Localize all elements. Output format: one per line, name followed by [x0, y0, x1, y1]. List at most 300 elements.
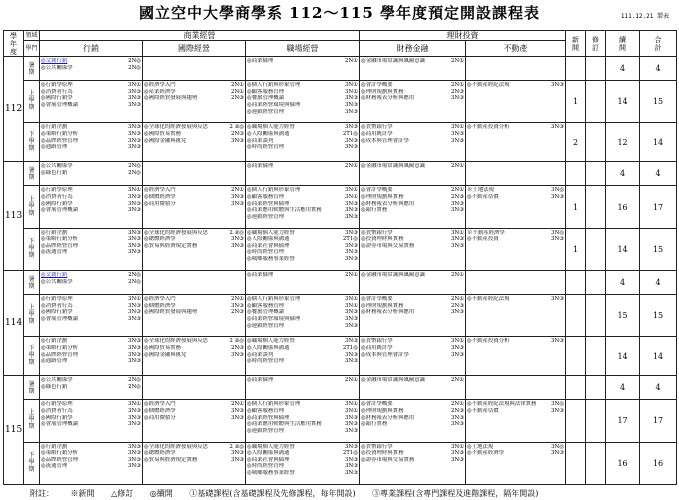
course-name: ◎貿易與經濟規定實務 [144, 242, 198, 249]
total-count: 15 [640, 81, 677, 123]
course-entry [144, 201, 244, 208]
course-credit: 2N◎ [128, 271, 141, 278]
course-entry [41, 358, 141, 365]
course-credit: 2N◎ [128, 377, 141, 384]
course-credit: 2N① [451, 271, 465, 278]
course-name: ◎職場個人能力經營 [247, 229, 295, 236]
course-credit: 3N① [128, 187, 141, 194]
revised-count [586, 81, 606, 123]
course-credit: 3N③ [128, 131, 141, 138]
new-count [566, 442, 586, 484]
term-label: 上學期 [28, 90, 35, 112]
course-entry [247, 109, 358, 116]
course-credit: 3N③ [128, 456, 141, 463]
course-entry [41, 401, 141, 408]
course-cell-realestate [466, 123, 566, 162]
table-row [4, 400, 677, 442]
course-name: ◎綠色行銷 [41, 383, 68, 390]
course-entry [467, 338, 564, 345]
course-entry [361, 338, 464, 345]
course-name: ◎商業倫理 [247, 58, 274, 64]
course-credit: 3N③ [451, 200, 465, 207]
course-cell-marketing [40, 376, 143, 400]
continued-count: 16 [606, 186, 640, 228]
course-entry [41, 303, 141, 310]
continued-count: 4 [606, 270, 640, 294]
course-entry [144, 457, 244, 464]
course-entry [361, 243, 464, 250]
course-cell-workplace [246, 337, 360, 376]
course-credit: 3N③ [451, 236, 465, 243]
course-credit: 3N③ [345, 207, 359, 214]
course-entry [247, 58, 358, 65]
course-name: ◎個人行銷與形象管理 [247, 187, 301, 194]
course-entry [144, 415, 244, 422]
course-entry [467, 124, 564, 131]
course-credit: 2T1◎ [342, 450, 359, 457]
course-cell-realestate [466, 186, 566, 228]
course-name: ◎連鎖經營管理 [247, 322, 285, 329]
course-credit: 3N③ [451, 421, 465, 428]
course-entry [144, 82, 244, 89]
course-credit: 3N③ [231, 242, 244, 249]
course-credit: 3N③ [451, 131, 465, 138]
course-entry [361, 421, 464, 428]
course-entry [361, 444, 464, 451]
course-name: ◎商業倫理 [247, 163, 274, 170]
header-total: 合計 [640, 31, 677, 57]
course-entry [467, 401, 564, 408]
term-cell [24, 123, 40, 162]
course-cell-finance [360, 186, 466, 228]
continued-count: 14 [606, 228, 640, 270]
course-entry [247, 470, 358, 477]
course-cell-workplace [246, 376, 360, 400]
course-name: ◎職場個人能力經營 [247, 443, 295, 450]
course-entry [41, 408, 141, 415]
course-credit: 3N③ [345, 108, 359, 115]
course-cell-finance [360, 376, 466, 400]
course-credit: 2N① [451, 82, 465, 89]
course-entry [247, 256, 358, 263]
term-label: 暑期 [28, 62, 35, 77]
course-entry [361, 230, 464, 237]
course-entry [361, 457, 464, 464]
new-count [566, 337, 586, 376]
course-entry [41, 272, 141, 279]
course-credit: 3N③ [231, 456, 244, 463]
course-credit: 3N③ [128, 443, 141, 450]
course-entry [247, 230, 358, 237]
course-name: ◎顧客服務管理 [247, 193, 285, 200]
course-credit: 2N① [231, 88, 244, 95]
course-credit: 2N◎ [128, 64, 141, 71]
course-entry [361, 408, 464, 415]
course-name: ◎商業社會與倫理 [247, 456, 290, 463]
course-credit: 3N① [451, 338, 465, 345]
course-name: ◎商業社會與倫理 [247, 242, 290, 249]
course-name: ◎職場個人能力經營 [247, 124, 295, 131]
course-credit: 3N③ [345, 463, 359, 470]
course-entry [467, 194, 564, 201]
course-name: ◎國際經貿發展與趨勢 [144, 95, 198, 102]
header-workplace: 職場經營 [246, 41, 360, 57]
term-label: 上學期 [28, 409, 35, 431]
course-name: ◎國際行銷學 [41, 309, 73, 316]
course-entry [247, 323, 358, 330]
course-name: ◎理財規劃與實務 [361, 302, 404, 309]
course-name: ◎財務報表分析與應用 [361, 309, 415, 316]
course-entry [144, 450, 244, 457]
course-credit: 2 ②◎ [229, 229, 244, 236]
course-entry [41, 89, 141, 96]
continued-count: 14 [606, 81, 640, 123]
course-credit: 3N③ [345, 200, 359, 207]
course-entry [144, 401, 244, 408]
course-entry [41, 384, 141, 391]
course-credit: 3N③ [128, 236, 141, 243]
course-credit: 2N① [345, 163, 359, 170]
course-credit: 3N③ [345, 414, 359, 421]
term-cell [24, 400, 40, 442]
course-name: ◎公共關係學 [41, 163, 73, 170]
course-entry [144, 187, 244, 194]
course-name: ◎公共關係學 [41, 377, 73, 384]
course-entry [144, 230, 244, 237]
course-cell-intl [143, 81, 246, 123]
course-entry [361, 95, 464, 102]
course-name: ◎不動產投資分析 [467, 338, 510, 345]
course-credit: 3N③ [551, 338, 565, 345]
course-name: ◎顧客服務管理 [247, 88, 285, 95]
footer-note: ③專業課程(含專門課程及進階課程，隔年開設) [372, 489, 539, 498]
total-count: 14 [640, 337, 677, 376]
course-entry [41, 457, 141, 464]
new-count [566, 376, 586, 400]
course-cell-realestate [466, 400, 566, 442]
course-cell-finance [360, 442, 466, 484]
course-cell-workplace [246, 81, 360, 123]
course-name: ◎商用統計學 [361, 345, 393, 352]
course-entry [247, 415, 358, 422]
course-credit: 2N① [451, 401, 465, 408]
table-row [4, 123, 677, 162]
course-name: ◎餐旅管理概論 [247, 309, 285, 316]
course-credit: 2N◎ [128, 169, 141, 176]
course-cell-realestate [466, 81, 566, 123]
course-entry [467, 408, 564, 415]
course-credit: 2T1◎ [342, 236, 359, 243]
revised-count [586, 376, 606, 400]
continued-count: 12 [606, 123, 640, 162]
course-name: ◎理財規劃與實務 [361, 193, 404, 200]
course-name: ◎顧客服務管理 [247, 302, 285, 309]
course-credit: 2N③ [451, 88, 465, 95]
course-entry [41, 82, 141, 89]
course-name: ◎城鄉服務事業經營 [247, 470, 295, 477]
course-credit: 3N③ [231, 200, 244, 207]
course-credit: 3N① [451, 443, 465, 450]
course-entry [247, 207, 358, 214]
course-entry [247, 421, 358, 428]
course-credit: 3N③ [128, 200, 141, 207]
course-name: ◎時尚經營管理 [247, 358, 285, 365]
course-credit: 2N③ [231, 309, 244, 316]
course-cell-intl [143, 295, 246, 337]
course-name: ◎連鎖經營管理 [247, 108, 285, 115]
term-label: 下學期 [28, 344, 35, 366]
course-credit: 3N① [451, 229, 465, 236]
course-cell-workplace [246, 400, 360, 442]
course-entry [361, 138, 464, 145]
course-name: ◎商用統計學 [361, 131, 393, 138]
course-entry [144, 131, 244, 138]
course-entry [144, 138, 244, 145]
course-name: ◎成本與管理會計學 [361, 137, 409, 144]
course-name: ◎策略行銷分析 [41, 131, 79, 138]
course-entry [361, 377, 464, 384]
course-name: ◎經濟學入門 [144, 401, 176, 408]
footer-note: ①基礎課程(含基礎課程及先修課程，每年開設) [189, 489, 356, 498]
course-credit: 2 ②◎ [229, 124, 244, 131]
course-entry [467, 450, 564, 457]
course-entry [144, 338, 244, 345]
new-count [566, 57, 586, 81]
course-credit: 3N③ [128, 207, 141, 214]
course-cell-finance [360, 57, 466, 81]
course-name: ◎策略行銷分析 [41, 450, 79, 457]
course-entry [467, 187, 564, 194]
course-entry [41, 444, 141, 451]
course-entry [41, 316, 141, 323]
term-cell [24, 81, 40, 123]
course-credit: 2N◎ [128, 383, 141, 390]
course-name: ◎商業談判 [247, 351, 274, 358]
course-credit: 2N◎ [128, 163, 141, 170]
course-credit: 3N③ [128, 309, 141, 316]
revised-count [586, 337, 606, 376]
course-name: ◎個體經濟學 [144, 302, 176, 309]
course-cell-marketing [40, 162, 143, 186]
course-name: ◎金融市場常識與風險意識 [361, 58, 426, 64]
course-entry [41, 279, 141, 286]
course-entry [247, 102, 358, 109]
course-entry [361, 303, 464, 310]
course-name: ◎商業應用軟體與生活應用實務 [247, 207, 322, 214]
course-credit: 2N① [231, 187, 244, 194]
course-credit: 3N③ [231, 351, 244, 358]
course-credit: 3N◎ [551, 401, 565, 408]
course-entry [144, 236, 244, 243]
year-cell: 113 [4, 162, 24, 271]
course-credit: 2N① [345, 271, 359, 278]
course-entry [467, 444, 564, 451]
course-credit: 3N③ [551, 124, 565, 131]
header-finance: 財務金融 [360, 41, 466, 57]
course-name: ◎貿易與經濟規定實務 [144, 456, 198, 463]
course-name: ◎不動產估價 [467, 193, 499, 200]
course-entry [361, 201, 464, 208]
course-name: ◎綠色行銷 [41, 169, 68, 176]
course-entry [41, 230, 141, 237]
course-cell-finance [360, 400, 466, 442]
course-entry [247, 144, 358, 151]
total-count: 17 [640, 186, 677, 228]
course-credit: 3N③ [231, 450, 244, 457]
course-name: ◎經濟學入門 [144, 296, 176, 303]
course-credit: 3N① [345, 88, 359, 95]
course-entry [41, 201, 141, 208]
course-name: ◎人際關係與溝通 [247, 450, 290, 457]
course-entry [144, 352, 244, 359]
course-credit: 3N③ [551, 82, 565, 89]
course-credit: 2N③ [451, 302, 465, 309]
course-name: ◎財務報表分析與應用 [361, 200, 415, 207]
course-cell-workplace [246, 186, 360, 228]
course-name: ◎消費者行為 [41, 407, 73, 414]
course-credit: 3N③ [231, 414, 244, 421]
course-credit: 3N◎ [551, 187, 565, 194]
course-credit: 3N③ [231, 193, 244, 200]
course-entry [247, 345, 358, 352]
course-credit: 3N③ [451, 309, 465, 316]
course-name: ◎全球化的經濟發展與反思 [144, 229, 209, 236]
course-entry [144, 89, 244, 96]
table-row [4, 376, 677, 400]
course-cell-workplace [246, 123, 360, 162]
course-entry [361, 82, 464, 89]
course-entry [247, 131, 358, 138]
course-entry [247, 138, 358, 145]
course-entry [247, 163, 358, 170]
course-cell-intl [143, 442, 246, 484]
course-entry [41, 463, 141, 470]
term-cell [24, 186, 40, 228]
total-count: 4 [640, 162, 677, 186]
course-credit: 3N① [345, 82, 359, 89]
course-credit: 3N③ [451, 351, 465, 358]
course-credit: 3N③ [551, 407, 565, 414]
course-cell-marketing [40, 81, 143, 123]
course-name: ◎職場個人能力經營 [247, 338, 295, 345]
course-name: ◎行銷企劃 [41, 443, 68, 450]
course-entry [247, 450, 358, 457]
table-row [4, 81, 677, 123]
course-cell-realestate [466, 295, 566, 337]
footer-note: ◎續開 [149, 489, 173, 498]
course-entry [41, 170, 141, 177]
course-name: ◎通路管理 [41, 358, 68, 365]
course-entry [361, 131, 464, 138]
new-count [566, 400, 586, 442]
total-count: 4 [640, 376, 677, 400]
new-count [566, 162, 586, 186]
total-count: 4 [640, 57, 677, 81]
course-credit: 3N① [128, 296, 141, 303]
course-name: ◎連鎖經營管理 [247, 213, 285, 220]
continued-count: 15 [606, 295, 640, 337]
course-credit: 2N① [231, 401, 244, 408]
course-name: ◎人際關係與溝通 [247, 345, 290, 352]
course-credit: 3N① [345, 302, 359, 309]
course-name: ◎品牌經營管理 [41, 137, 79, 144]
course-entry [247, 401, 358, 408]
course-credit: 3N① [345, 187, 359, 194]
course-entry [41, 58, 141, 65]
course-entry [41, 345, 141, 352]
new-count [566, 295, 586, 337]
course-cell-realestate [466, 376, 566, 400]
new-count: 1 [566, 186, 586, 228]
course-name: ◎策略行銷分析 [41, 345, 79, 352]
course-cell-realestate [466, 270, 566, 294]
new-count: 1 [566, 81, 586, 123]
course-name: ◎銀行實務 [361, 207, 388, 214]
course-entry [247, 296, 358, 303]
course-name: ◎投資理財與實務 [361, 236, 404, 243]
course-name: ◎消費者行為 [41, 193, 73, 200]
term-cell [24, 295, 40, 337]
course-name: ◎文創行銷 [41, 58, 68, 64]
course-credit: 3N① [345, 296, 359, 303]
course-credit: 3N③ [451, 450, 465, 457]
course-name: ◎國際貿易實務 [144, 345, 182, 352]
course-credit: 3N③ [128, 302, 141, 309]
course-entry [247, 201, 358, 208]
continued-count: 4 [606, 162, 640, 186]
course-entry [41, 207, 141, 214]
course-credit: 3N③ [345, 322, 359, 329]
course-cell-intl [143, 57, 246, 81]
course-name: ◎全球化的經濟發展與反思 [144, 124, 209, 131]
course-entry [144, 243, 244, 250]
course-credit: 3N① [345, 407, 359, 414]
course-entry [247, 309, 358, 316]
new-count: 1 [566, 228, 586, 270]
course-name: ◎貨幣銀行學 [361, 338, 393, 345]
term-label: 上學期 [28, 195, 35, 217]
course-credit: 2N③ [231, 131, 244, 138]
course-entry [144, 296, 244, 303]
course-name: ◎理財規劃與實務 [361, 407, 404, 414]
course-name: ◎人際關係與溝通 [247, 236, 290, 243]
course-cell-marketing [40, 228, 143, 270]
course-name: ◎會計學概要 [361, 296, 393, 303]
course-credit: 2N① [451, 187, 465, 194]
course-credit: 2 ②◎ [229, 338, 244, 345]
revised-count [586, 295, 606, 337]
course-entry [361, 163, 464, 170]
course-credit: 3N③ [345, 124, 359, 131]
table-row [4, 228, 677, 270]
footer-prefix: 附註： [30, 489, 54, 498]
total-count: 16 [640, 442, 677, 484]
course-credit: 3N③ [128, 338, 141, 345]
course-credit: 3N③ [345, 242, 359, 249]
course-name: ◎會展管理概論 [41, 207, 79, 214]
term-label: 上學期 [28, 304, 35, 326]
course-credit: 3N③ [451, 207, 465, 214]
course-cell-marketing [40, 123, 143, 162]
course-name: ◎國際金融與匯兌 [144, 137, 187, 144]
course-credit: 3N③ [345, 358, 359, 365]
course-credit: 3N③ [551, 193, 565, 200]
course-name: ◎金融市場常識與風險意識 [361, 271, 426, 278]
course-entry [41, 421, 141, 428]
header-field: 領域 [25, 32, 38, 39]
course-cell-workplace [246, 270, 360, 294]
course-name: ◎會展管理概論 [41, 421, 79, 428]
